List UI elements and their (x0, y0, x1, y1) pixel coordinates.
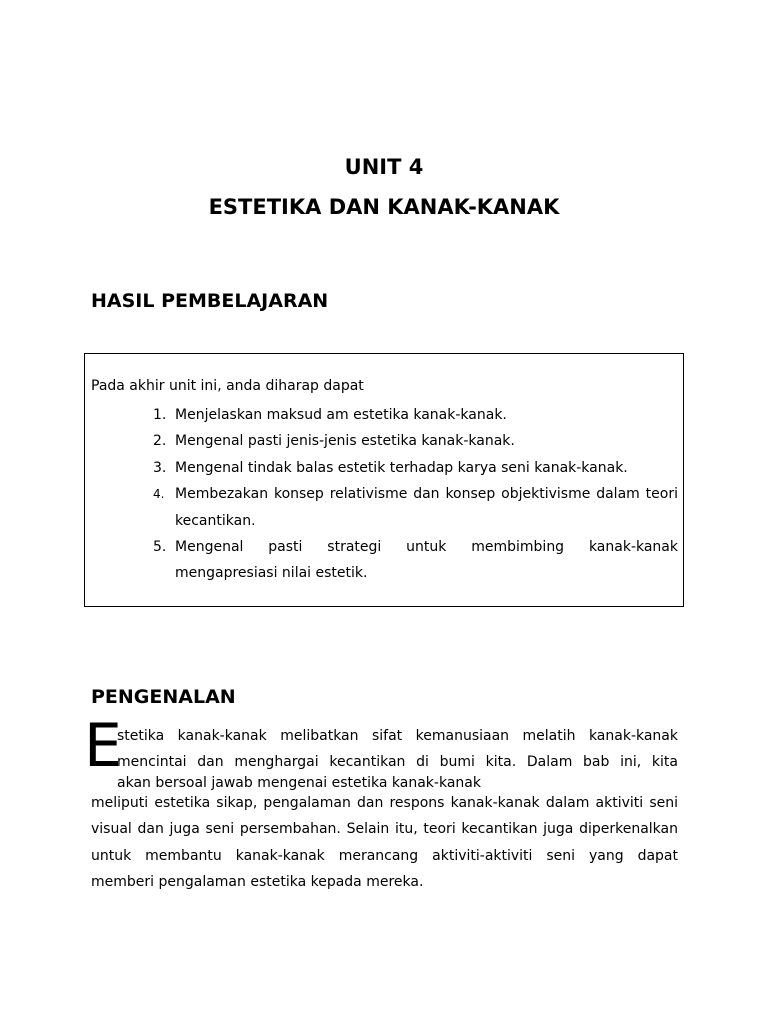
outcome-text: Membezakan konsep relativisme dan konsep objektivisme dalam teori kecantikan. (175, 486, 678, 529)
outcome-number: 1. (153, 407, 167, 423)
intro-line-3-text: akan bersoal jawab mengenai estetika kanak-kanak (117, 775, 481, 791)
intro-line-2: mencintai dan menghargai kecantikan di bumi kita. Dalam bab ini, kita (117, 754, 678, 770)
drop-cap: E (84, 711, 122, 781)
unit-title: UNIT 4 (344, 155, 424, 179)
outcome-text: Mengenal pasti jenis-jenis estetika kanak-kanak. (175, 433, 515, 450)
learning-outcomes-box (84, 353, 684, 607)
outcomes-list (145, 402, 678, 587)
outcome-number: 2. (153, 433, 167, 450)
learning-outcomes-heading: HASIL PEMBELAJARAN (91, 290, 329, 312)
introduction-body (91, 790, 678, 896)
outcome-text: Mengenal pasti strategi untuk membimbing kanak-kanak mengapresiasi nilai estetik. (175, 539, 678, 582)
outcome-item (145, 534, 678, 587)
outcome-number: 4. (153, 487, 165, 502)
unit-subtitle: ESTETIKA DAN KANAK-KANAK (208, 195, 560, 219)
outcome-item (145, 455, 678, 481)
outcome-number: 3. (153, 459, 167, 476)
introduction-heading: PENGENALAN (91, 686, 236, 708)
intro-paragraph-rest: meliputi estetika sikap, pengalaman dan respons kanak-kanak dalam aktiviti seni visual dan juga seni persembahan. Selain itu, teori kecantikan juga diperkenalkan untuk membantu kanak-kanak merancang aktiviti-aktiviti seni yang dapat memberi pengalaman estetika kepada mereka. (91, 795, 678, 891)
outcome-number: 5. (153, 539, 167, 556)
outcome-text: Menjelaskan maksud am estetika kanak-kanak. (175, 407, 507, 423)
outcome-item (145, 428, 678, 454)
outcome-item (145, 402, 678, 428)
intro-line-1: stetika kanak-kanak melibatkan sifat kemanusiaan melatih kanak-kanak (117, 728, 678, 744)
outcome-item (145, 481, 678, 534)
outcome-text: Mengenal tindak balas estetik terhadap karya seni kanak-kanak. (175, 459, 628, 476)
outcomes-intro: Pada akhir unit ini, anda diharap dapat (91, 378, 364, 394)
intro-line-3-clipped (117, 775, 597, 791)
